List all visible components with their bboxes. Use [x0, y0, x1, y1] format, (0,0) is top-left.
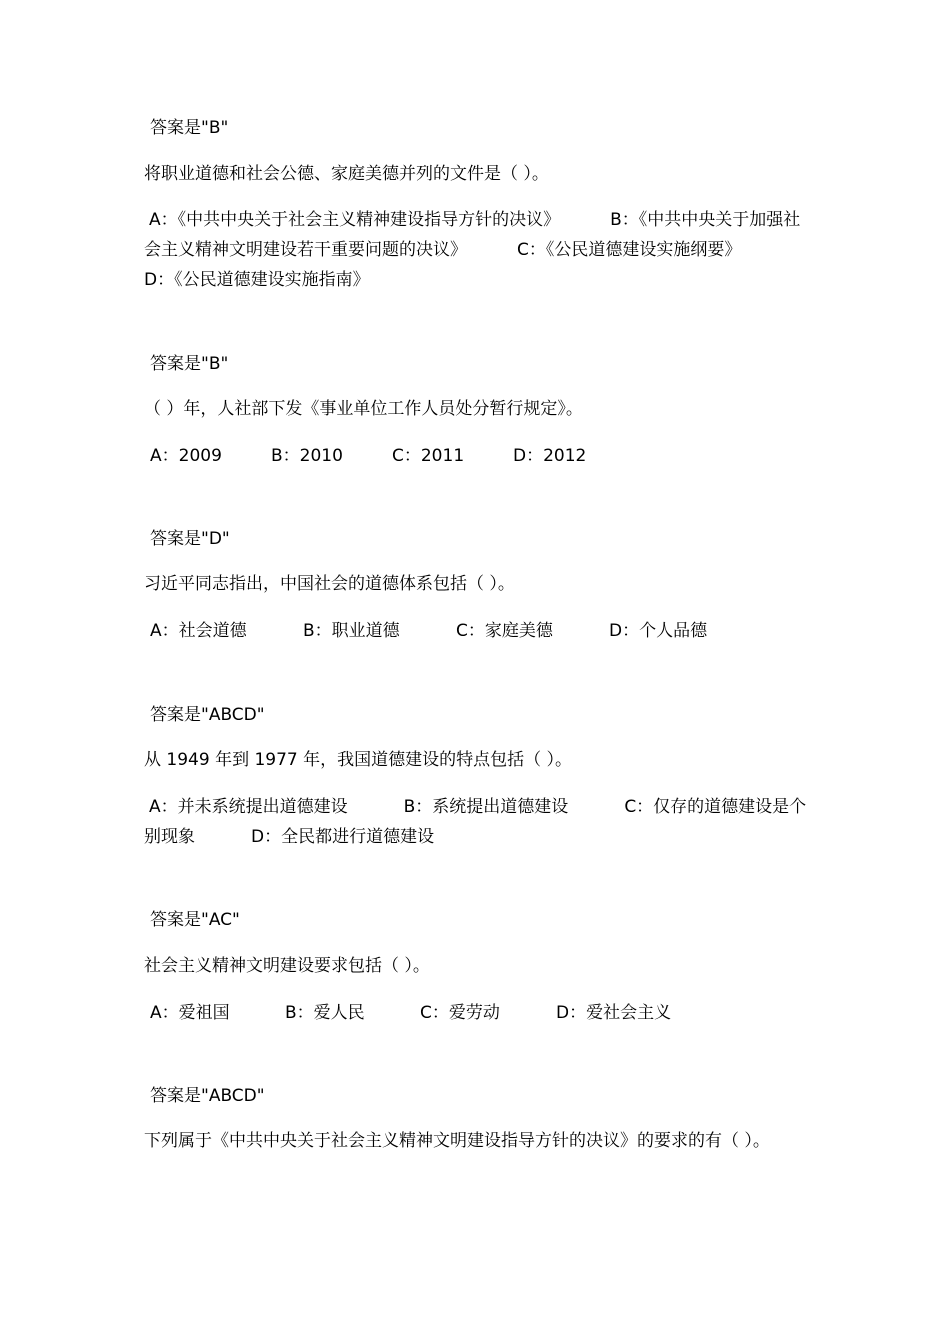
- option-b: B：《中共中央关于加强社会主义精神文明建设若干重要问题的决议》: [144, 210, 801, 260]
- option-d: D：爱社会主义: [556, 1003, 672, 1023]
- option-c: C：《公民道德建设实施纲要》: [517, 240, 742, 260]
- option-b: B：系统提出道德建设: [403, 797, 569, 817]
- option-c: C：2011: [392, 446, 465, 466]
- option-c: C：仅存的道德建设是个别现象: [144, 797, 807, 847]
- option-a: A：并未系统提出道德建设: [149, 797, 348, 817]
- answer-line: 答案是"B": [150, 354, 229, 374]
- answer-line: 答案是"ABCD": [150, 705, 265, 725]
- option-b: B：职业道德: [303, 621, 400, 641]
- question-text: （ ）年，人社部下发《事业单位工作人员处分暂行规定》。: [144, 399, 583, 419]
- option-b: B：爱人民: [285, 1003, 365, 1023]
- options-paragraph: [144, 205, 809, 295]
- question-text: 从 1949 年到 1977 年，我国道德建设的特点包括（ ）。: [144, 750, 573, 770]
- option-d: D：个人品德: [609, 621, 708, 641]
- option-a: A：2009: [150, 446, 222, 466]
- answer-line: 答案是"ABCD": [150, 1086, 265, 1106]
- option-d: D：《公民道德建设实施指南》: [144, 270, 370, 290]
- options-paragraph: [144, 792, 809, 852]
- option-d: D：2012: [513, 446, 587, 466]
- question-text: 将职业道德和社会公德、家庭美德并列的文件是（ ）。: [144, 164, 549, 184]
- answer-line: 答案是"B": [150, 118, 229, 138]
- option-c: C：家庭美德: [456, 621, 553, 641]
- option-c: C：爱劳动: [420, 1003, 500, 1023]
- question-text: 下列属于《中共中央关于社会主义精神文明建设指导方针的决议》的要求的有（ ）。: [144, 1131, 770, 1151]
- option-a: A：《中共中央关于社会主义精神建设指导方针的决议》: [149, 210, 561, 230]
- option-a: A：社会道德: [150, 621, 247, 641]
- option-d: D：全民都进行道德建设: [251, 827, 435, 847]
- option-a: A：爱祖国: [150, 1003, 230, 1023]
- question-text: 社会主义精神文明建设要求包括（ ）。: [144, 956, 430, 976]
- answer-line: 答案是"AC": [150, 910, 240, 930]
- question-text: 习近平同志指出，中国社会的道德体系包括（ ）。: [144, 574, 515, 594]
- option-b: B：2010: [271, 446, 343, 466]
- answer-line: 答案是"D": [150, 529, 230, 549]
